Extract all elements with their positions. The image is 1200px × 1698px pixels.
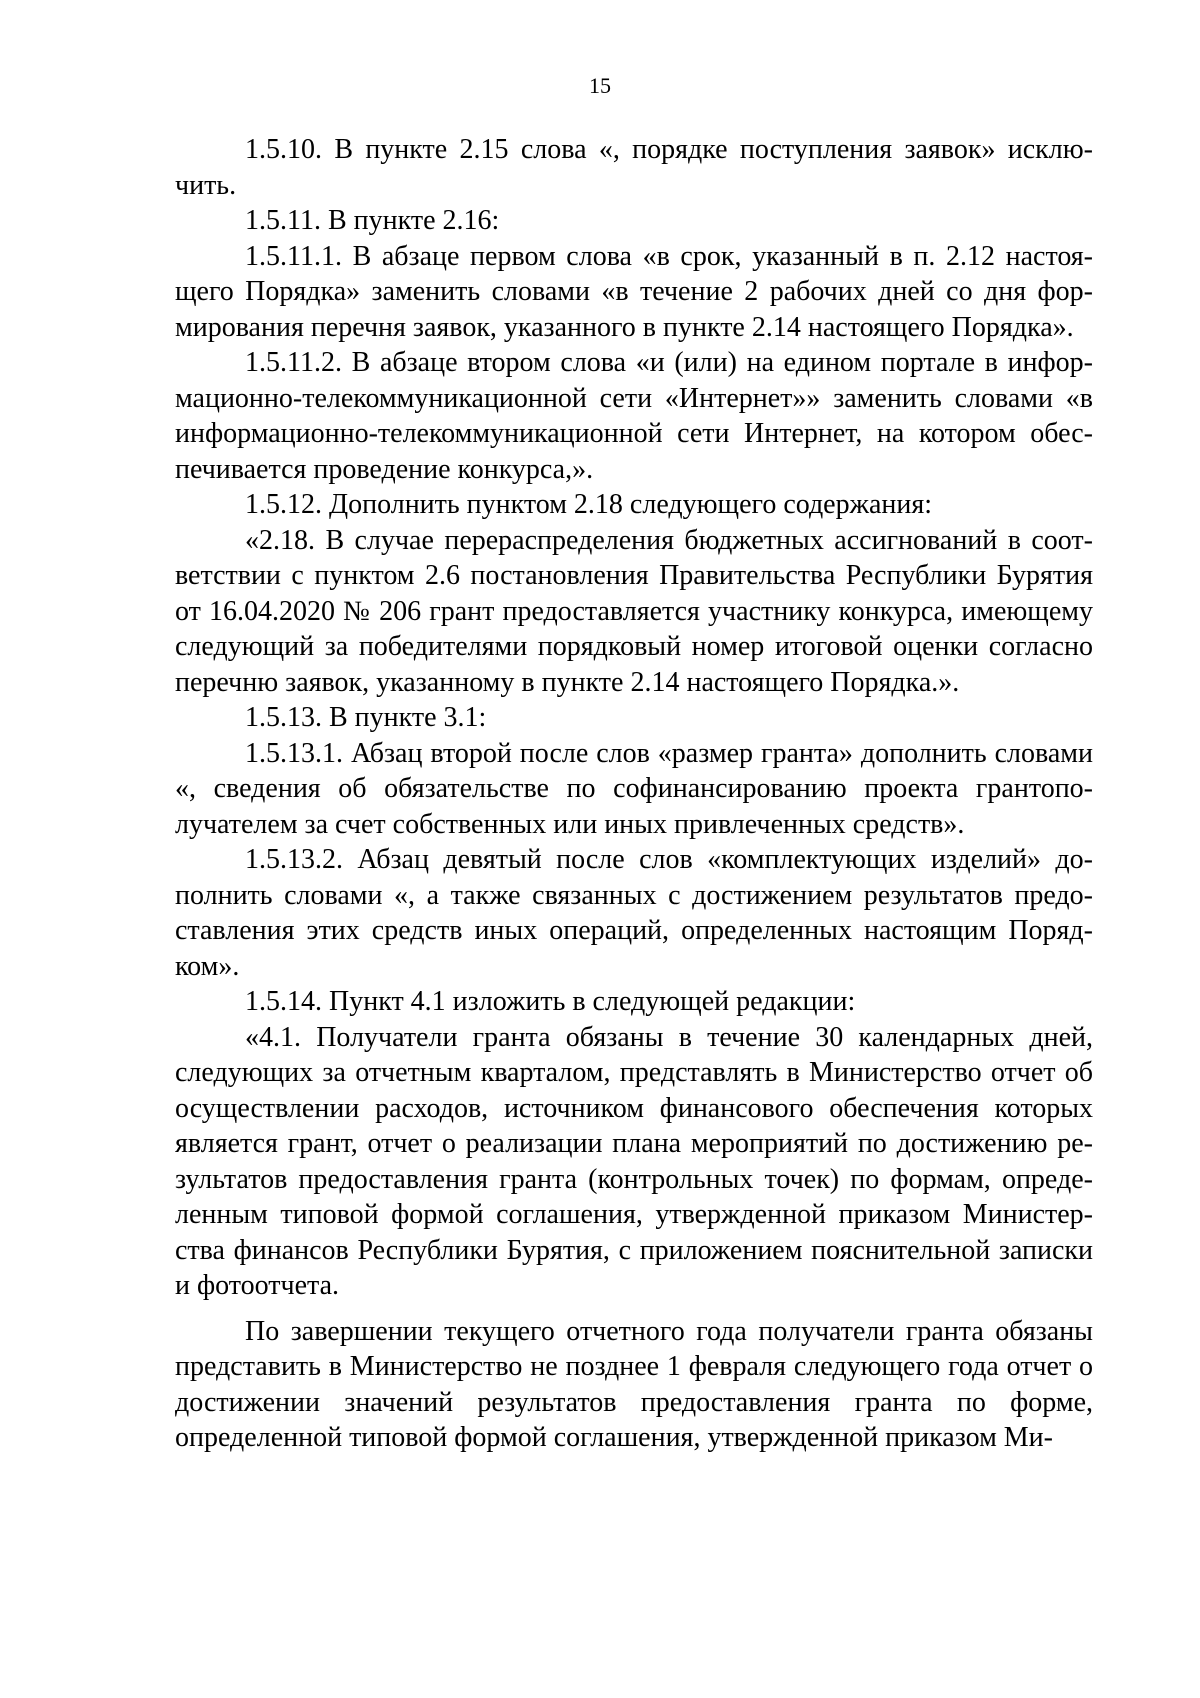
paragraph-1-5-11: 1.5.11. В пункте 2.16:: [245, 205, 500, 236]
document-body: [175, 132, 1093, 1456]
paragraph-1-5-10: 1.5.10. В пункте 2.15 слова «, порядке поступления заявок» исключить.: [175, 134, 1093, 201]
paragraph-4-1-quote: «4.1. Получатели гранта обязаны в течение 30 календарных дней, следующих за отчетным кварталом, представлять в Министерство отчет об осуществлении расходов, источником финансового обеспечения которых является грант, отчет о реализации плана мероприятий по достижению результатов предоставления гранта (контрольных точек) по формам, определенным типовой формой соглашения, утвержденной приказом Министерства финансов Республики Бурятия, с приложением пояснительной записки и фотоотчета.: [175, 1021, 1093, 1301]
paragraph-1-5-13-2: 1.5.13.2. Абзац девятый после слов «комплектующих изделий» дополнить словами «, а также связанных с достижением результатов предоставления этих средств иных операций, определенных настоящим Порядком».: [175, 844, 1093, 982]
paragraph-1-5-11-1: 1.5.11.1. В абзаце первом слова «в срок, указанный в п. 2.12 настоящего Порядка» заменить словами «в течение 2 рабочих дней со дня формирования перечня заявок, указанного в пункте 2.14 настоящего Порядка».: [175, 240, 1093, 343]
paragraph-2-18-quote: «2.18. В случае перераспределения бюджетных ассигнований в соответствии с пунктом 2.6 постановления Правительства Республики Бурятия от 16.04.2020 № 206 грант предоставляется участнику конкурса, имеющему следующий за победителями порядковый номер итоговой оценки согласно перечню заявок, указанному в пункте 2.14 настоящего Порядка.».: [175, 524, 1093, 698]
paragraph-1-5-13: 1.5.13. В пункте 3.1:: [245, 702, 487, 733]
paragraph-1-5-11-2: 1.5.11.2. В абзаце втором слова «и (или) на едином портале в информационно-телекоммуникационной сети «Интернет»» заменить словами «в информационно-телекоммуникационной сети Интернет, на котором обеспечивается проведение конкурса,».: [175, 347, 1093, 485]
paragraph-1-5-13-1: 1.5.13.1. Абзац второй после слов «размер гранта» дополнить словами «, сведения об обязательстве по софинансированию проекта грантополучателем за счет собственных или иных привлеченных средств».: [175, 737, 1093, 840]
page-number: 15: [589, 73, 611, 98]
paragraph-annual-report: По завершении текущего отчетного года получатели гранта обязаны представить в Министерство не позднее 1 февраля следующего года отчет о достижении значений результатов предоставления гранта по форме, определенной типовой формой соглашения, утвержденной приказом Ми-: [175, 1315, 1093, 1453]
paragraph-1-5-14: 1.5.14. Пункт 4.1 изложить в следующей редакции:: [245, 986, 856, 1017]
paragraph-1-5-12: 1.5.12. Дополнить пунктом 2.18 следующего содержания:: [245, 489, 933, 520]
